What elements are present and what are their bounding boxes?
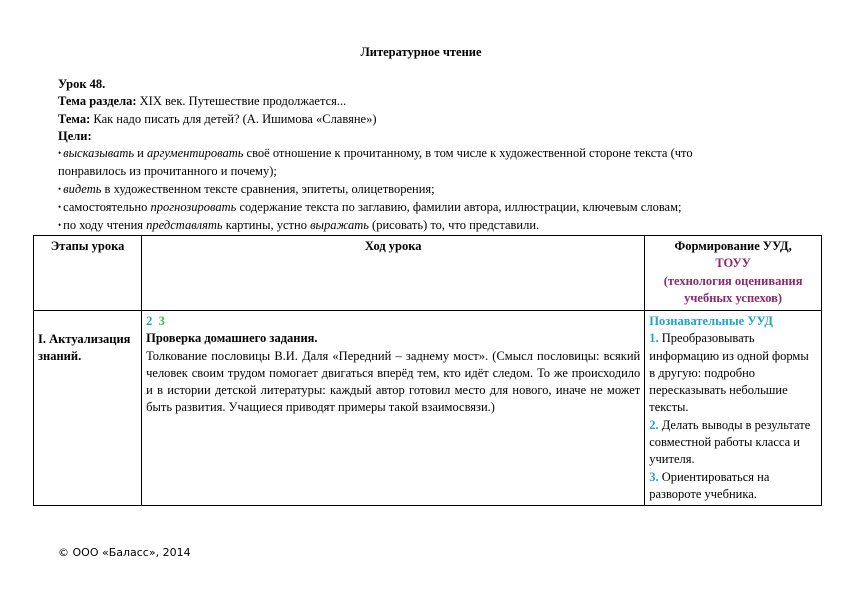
time-number-2: 3 — [158, 314, 165, 328]
uud-heading: Познавательные УУД — [649, 314, 774, 328]
lesson-number: Урок 48. — [58, 77, 106, 91]
section-line — [58, 93, 818, 110]
goal-item-continued: понравилось из прочитанного и почему); — [58, 164, 277, 179]
stage-cell: I. Актуализация знаний. — [34, 311, 142, 506]
header-touu: ТОУУ — [715, 256, 751, 271]
header-course: Ход урока — [142, 236, 645, 311]
goal-verb: представлять — [146, 218, 223, 233]
course-text: Толкование пословицы В.И. Даля «Передний – заднему мост». (Смысл пословицы: всякий человек своим трудом помогает двигаться вперёд тем, кто идёт следом. То же происходило и в истории детской литературы: каждый автор готовил место для нового, иначе не может быть развития. Учащиеся приводят примеры такой взаимосвязи.) — [146, 348, 641, 415]
time-numbers — [146, 313, 640, 330]
goal-item: • видеть в художественном тексте сравнения, эпитеты, олицетворения; — [58, 181, 435, 196]
bullet-icon: • — [58, 220, 62, 231]
bullet-icon: • — [58, 202, 62, 213]
section-label: Тема раздела: — [58, 94, 137, 109]
footer-copyright: © ООО «Баласс», 2014 — [58, 546, 191, 559]
bullet-icon: • — [58, 148, 62, 159]
header-uud-title: Формирование УУД, — [674, 239, 792, 253]
goal-verb: выражать — [310, 218, 369, 233]
page-title: Литературное чтение — [360, 45, 482, 59]
uud-cell — [645, 311, 822, 506]
course-cell — [142, 311, 645, 506]
course-title: Проверка домашнего задания. — [146, 331, 318, 346]
topic-label: Тема: — [58, 111, 91, 126]
section-value: XIX век. Путешествие продолжается... — [136, 94, 347, 109]
topic-value: Как надо писать для детей? (А. Ишимова «Славяне») — [90, 111, 377, 126]
goal-item: • по ходу чтения представлять картины, устно выражать (рисовать) то, что представили. — [58, 218, 540, 233]
header-stages: Этапы урока — [34, 236, 142, 311]
topic-line — [58, 111, 818, 128]
goals-label: Цели: — [58, 128, 92, 143]
header-touu-desc2: учебных успехов) — [684, 290, 783, 305]
uud-item: 2. Делать выводы в результате совместной работы класса и учителя. — [649, 417, 811, 467]
uud-item: 1. Преобразовывать информацию из одной формы в другую: подробно пересказывать небольшие тексты. — [649, 331, 809, 415]
header-touu-desc1: (технология оценивания — [663, 273, 803, 288]
lesson-header — [58, 76, 818, 236]
goal-verb: высказывать — [63, 146, 135, 161]
table-row — [34, 311, 822, 506]
lesson-table — [33, 235, 822, 506]
uud-item: 3. Ориентироваться на развороте учебника. — [649, 469, 770, 501]
header-uud — [645, 236, 822, 311]
goal-item: • высказывать и аргументировать своё отношение к прочитанному, в том числе к художественной стороне текста (что — [58, 146, 693, 161]
time-number-1: 2 — [146, 314, 153, 328]
bullet-icon: • — [58, 183, 62, 194]
table-header-row — [34, 236, 822, 311]
goal-verb: прогнозировать — [150, 200, 237, 215]
goal-item: • самостоятельно прогнозировать содержание текста по заглавию, фамилии автора, иллюстрации, ключевым словам; — [58, 200, 682, 215]
goal-verb: видеть — [63, 181, 102, 196]
goal-verb: аргументировать — [146, 146, 244, 161]
